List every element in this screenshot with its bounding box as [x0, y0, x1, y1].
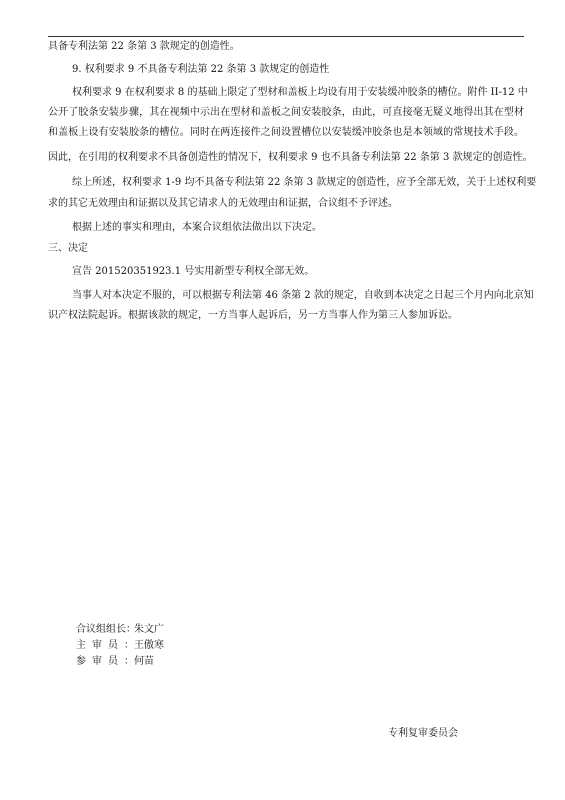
paragraph-line: 权利要求 9 在权利要求 8 的基础上限定了型材和盖板上均设有用于安装缓冲胶条的槽位。附件 II-12 中: [72, 87, 528, 98]
paragraph-line: 公开了胶条安装步骤，其在视频中示出在型材和盖板之间安装胶条，由此，可直接毫无疑义地得出其在型材: [48, 107, 524, 118]
signature-name: 何苗: [134, 656, 154, 667]
signature-name: 王傲寒: [134, 640, 164, 651]
signature-name: 朱文广: [134, 624, 164, 635]
signature-label: 合议组组长：: [76, 624, 136, 635]
issuing-organization: 专利复审委员会: [388, 728, 458, 739]
signature-label: 参审员：: [76, 656, 134, 667]
paragraph-line: 和盖板上设有安装胶条的槽位。同时在两连接件之间设置槽位以安装缓冲胶条也是本领域的常规技术手段。: [48, 127, 524, 138]
signature-label: 主审员：: [76, 640, 134, 651]
paragraph-line: 根据上述的事实和理由，本案合议组依法做出以下决定。: [72, 222, 322, 233]
paragraph-line: 当事人对本决定不服的，可以根据专利法第 46 条第 2 款的规定，自收到本决定之日起三个月内向北京知: [72, 290, 534, 301]
section-heading-decision: 三、决定: [48, 243, 88, 254]
paragraph-line: 宣告 201520351923.1 号实用新型专利权全部无效。: [72, 266, 315, 277]
paragraph-line: 具备专利法第 22 条第 3 款规定的创造性。: [48, 41, 240, 52]
paragraph-line: 识产权法院起诉。根据该款的规定，一方当事人起诉后，另一方当事人作为第三人参加诉讼。: [48, 310, 458, 321]
section-heading-9: 9. 权利要求 9 不具备专利法第 22 条第 3 款规定的创造性: [72, 64, 330, 75]
paragraph-line: 综上所述，权利要求 1-9 均不具备专利法第 22 条第 3 款规定的创造性，应予全部无效，关于上述权利要: [72, 177, 537, 188]
paragraph-line: 求的其它无效理由和证据以及其它请求人的无效理由和证据，合议组不予评述。: [48, 198, 398, 209]
header-rule: [48, 36, 524, 37]
paragraph-line: 因此，在引用的权利要求不具备创造性的情况下，权利要求 9 也不具备专利法第 22 条第 3 款规定的创造性。: [48, 152, 533, 163]
